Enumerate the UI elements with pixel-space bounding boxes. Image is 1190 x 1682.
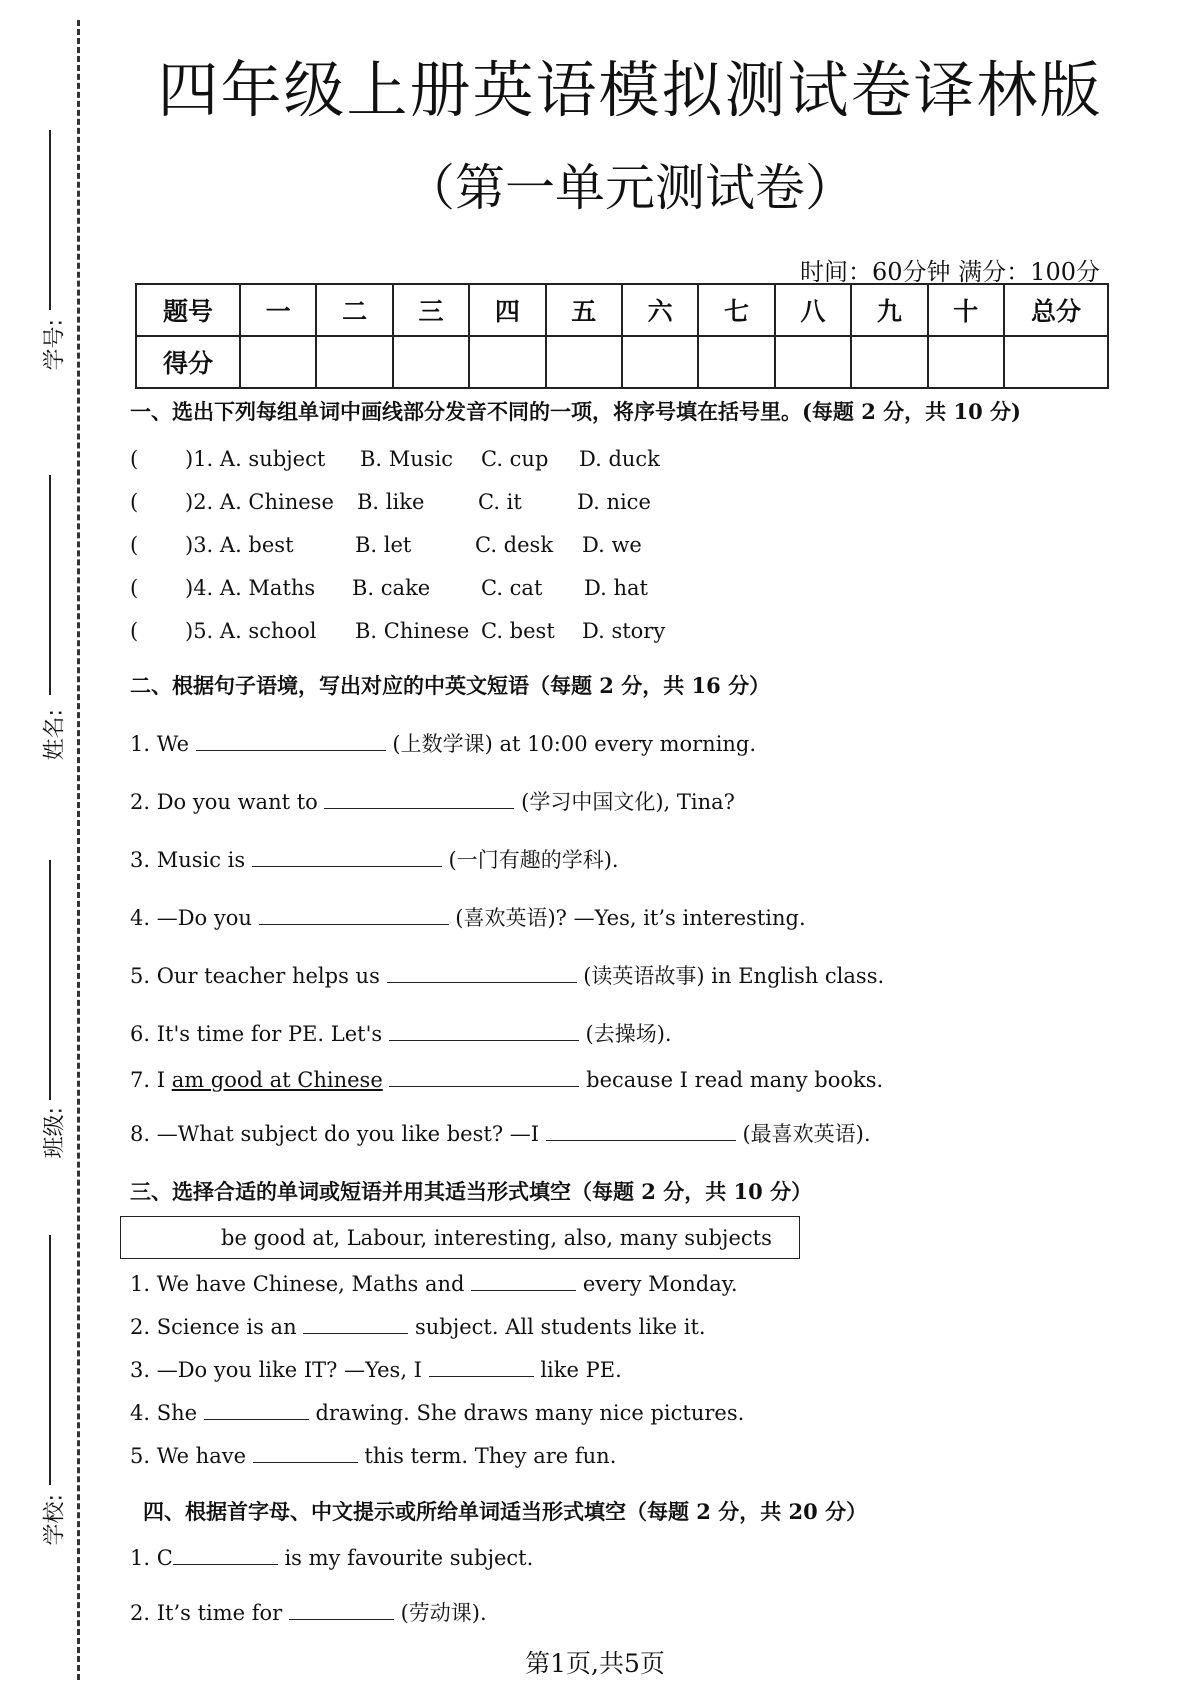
question-text-after: every Monday.	[582, 1272, 738, 1296]
score-cell: 一	[240, 284, 316, 336]
score-cell: 二	[316, 284, 392, 336]
student-no-field	[18, 130, 78, 390]
class-field	[18, 860, 78, 1180]
question-text: 3. Music is	[130, 848, 246, 872]
question-hint: (上数学课) at 10:00 every morning.	[392, 732, 757, 756]
class-line	[49, 860, 51, 1100]
section1-heading: 一、选出下列每组单词中画线部分发音不同的一项，将序号填在括号里。(每题 2 分，共 10 分)	[130, 399, 1021, 424]
section2-question	[130, 728, 756, 758]
score-cell: 九	[851, 284, 927, 336]
answer-blank[interactable]	[204, 1401, 309, 1420]
score-cell: 五	[546, 284, 622, 336]
question-hint: (读英语故事) in English class.	[583, 964, 885, 988]
question-option-c: C. it	[478, 490, 522, 514]
question-option-a: )5. A. school	[185, 619, 317, 643]
question-text: 7. I	[130, 1068, 172, 1092]
section4-question	[130, 1597, 487, 1627]
question-text: 3. —Do you like IT? —Yes, I	[130, 1358, 422, 1382]
question-text-after: is my favourite subject.	[284, 1546, 534, 1570]
answer-blank[interactable]	[324, 790, 514, 809]
question-option-a: )3. A. best	[185, 533, 294, 557]
question-text: 5. Our teacher helps us	[130, 964, 380, 988]
question-text: 6. It's time for PE. Let's	[130, 1022, 383, 1046]
underlined-phrase: am good at Chinese	[171, 1068, 383, 1092]
page-subtitle: （第一单元测试卷）	[405, 159, 855, 217]
section2-question	[130, 1068, 883, 1092]
section4-question	[130, 1546, 533, 1570]
question-option-b: B. cake	[352, 576, 431, 600]
section3-question	[130, 1315, 706, 1339]
score-cell: 十	[928, 284, 1004, 336]
question-text: 4. She	[130, 1401, 198, 1425]
section2-question	[130, 1118, 871, 1148]
answer-blank[interactable]	[289, 1601, 394, 1620]
question-option-c: C. best	[481, 619, 555, 643]
answer-blank[interactable]	[546, 1122, 736, 1141]
name-field	[18, 475, 78, 775]
answer-blank[interactable]	[253, 1444, 358, 1463]
section3-heading: 三、选择合适的单词或短语并用其适当形式填空（每题 2 分，共 10 分）	[130, 1179, 813, 1204]
school-label: 学校:	[42, 1494, 68, 1546]
question-option-a: )1. A. subject	[185, 447, 326, 471]
answer-blank[interactable]	[471, 1272, 576, 1291]
question-text: 8. —What subject do you like best? —I	[130, 1122, 540, 1146]
question-text: 5. We have	[130, 1444, 247, 1468]
section2-heading: 二、根据句子语境，写出对应的中英文短语（每题 2 分，共 16 分）	[130, 673, 771, 698]
score-table	[135, 283, 1109, 389]
answer-paren[interactable]: (	[130, 490, 139, 514]
question-option-b: B. Music	[360, 447, 454, 471]
question-hint: (最喜欢英语).	[742, 1122, 871, 1146]
answer-blank[interactable]	[252, 848, 442, 867]
answer-blank[interactable]	[196, 732, 386, 751]
score-entry-cell[interactable]	[316, 336, 392, 388]
class-label: 班级:	[42, 1107, 68, 1159]
score-entry-cell[interactable]	[622, 336, 698, 388]
section2-question	[130, 902, 806, 932]
section2-question	[130, 844, 619, 874]
question-option-c: C. cat	[481, 576, 543, 600]
score-table-score-row	[136, 336, 1108, 388]
answer-blank[interactable]	[173, 1546, 278, 1565]
score-entry-cell[interactable]	[775, 336, 851, 388]
question-option-d: D. nice	[577, 490, 651, 514]
question-option-b: B. let	[355, 533, 412, 557]
question-option-b: B. like	[357, 490, 425, 514]
section2-question	[130, 1018, 672, 1048]
question-hint: (一门有趣的学科).	[448, 848, 619, 872]
score-cell: 题号	[136, 284, 240, 336]
question-text-after: this term. They are fun.	[364, 1444, 617, 1468]
answer-blank[interactable]	[259, 906, 449, 925]
answer-blank[interactable]	[429, 1358, 534, 1377]
binding-margin	[0, 0, 90, 1682]
score-entry-cell[interactable]	[698, 336, 774, 388]
question-option-b: B. Chinese	[355, 619, 470, 643]
question-text-after: like PE.	[540, 1358, 622, 1382]
question-text: 4. —Do you	[130, 906, 252, 930]
answer-paren[interactable]: (	[130, 447, 139, 471]
question-text: 1. C	[130, 1546, 173, 1570]
page-title: 四年级上册英语模拟测试卷译林版	[157, 55, 1103, 126]
question-option-a: )4. A. Maths	[185, 576, 316, 600]
word-bank-box: be good at, Labour, interesting, also, many subjects	[120, 1216, 800, 1259]
answer-blank[interactable]	[389, 1068, 579, 1087]
time-info: 时间：60分钟 满分：100分	[800, 258, 1100, 286]
page-number: 第1页,共5页	[525, 1649, 665, 1678]
question-text-after: (劳动课).	[400, 1601, 487, 1625]
question-option-a: )2. A. Chinese	[185, 490, 334, 514]
score-entry-cell[interactable]	[851, 336, 927, 388]
question-text: 1. We have Chinese, Maths and	[130, 1272, 465, 1296]
score-cell: 总分	[1004, 284, 1108, 336]
answer-blank[interactable]	[303, 1315, 408, 1334]
question-hint: because I read many books.	[586, 1068, 884, 1092]
school-field	[18, 1235, 78, 1565]
score-entry-cell[interactable]	[469, 336, 545, 388]
section3-question	[130, 1272, 738, 1296]
score-entry-cell[interactable]	[240, 336, 316, 388]
question-text-after: subject. All students like it.	[414, 1315, 706, 1339]
school-line	[49, 1235, 51, 1485]
question-option-d: D. we	[582, 533, 642, 557]
score-table-header-row	[136, 284, 1108, 336]
student-no-line	[49, 130, 51, 310]
section3-question	[130, 1401, 744, 1425]
score-row-label: 得分	[136, 336, 240, 388]
section4-heading: 四、根据首字母、中文提示或所给单词适当形式填空（每题 2 分，共 20 分）	[143, 1499, 868, 1524]
question-text: 2. Do you want to	[130, 790, 318, 814]
score-entry-cell[interactable]	[393, 336, 469, 388]
answer-blank[interactable]	[389, 1022, 579, 1041]
question-text: 1. We	[130, 732, 190, 756]
question-option-c: C. cup	[481, 447, 549, 471]
score-cell: 六	[622, 284, 698, 336]
question-hint: (去操场).	[585, 1022, 672, 1046]
score-cell: 三	[393, 284, 469, 336]
section2-question	[130, 786, 735, 816]
question-text: 2. It’s time for	[130, 1601, 283, 1625]
section3-question	[130, 1358, 622, 1382]
question-text-after: drawing. She draws many nice pictures.	[315, 1401, 745, 1425]
question-hint: (学习中国文化), Tina?	[521, 790, 735, 814]
question-option-d: D. story	[582, 619, 666, 643]
score-entry-cell[interactable]	[546, 336, 622, 388]
score-cell: 八	[775, 284, 851, 336]
name-label: 姓名:	[42, 709, 68, 761]
question-text: 2. Science is an	[130, 1315, 297, 1339]
answer-paren[interactable]: (	[130, 619, 139, 643]
answer-paren[interactable]: (	[130, 533, 139, 557]
score-entry-cell[interactable]	[928, 336, 1004, 388]
answer-paren[interactable]: (	[130, 576, 139, 600]
question-option-d: D. duck	[579, 447, 660, 471]
question-option-d: D. hat	[584, 576, 648, 600]
answer-blank[interactable]	[387, 964, 577, 983]
score-entry-cell[interactable]	[1004, 336, 1108, 388]
section2-question	[130, 960, 884, 990]
score-cell: 四	[469, 284, 545, 336]
score-cell: 七	[698, 284, 774, 336]
section3-question	[130, 1444, 616, 1468]
question-hint: (喜欢英语)? —Yes, it’s interesting.	[455, 906, 806, 930]
student-no-label: 学号:	[42, 319, 68, 371]
question-option-c: C. desk	[475, 533, 554, 557]
name-line	[49, 475, 51, 695]
